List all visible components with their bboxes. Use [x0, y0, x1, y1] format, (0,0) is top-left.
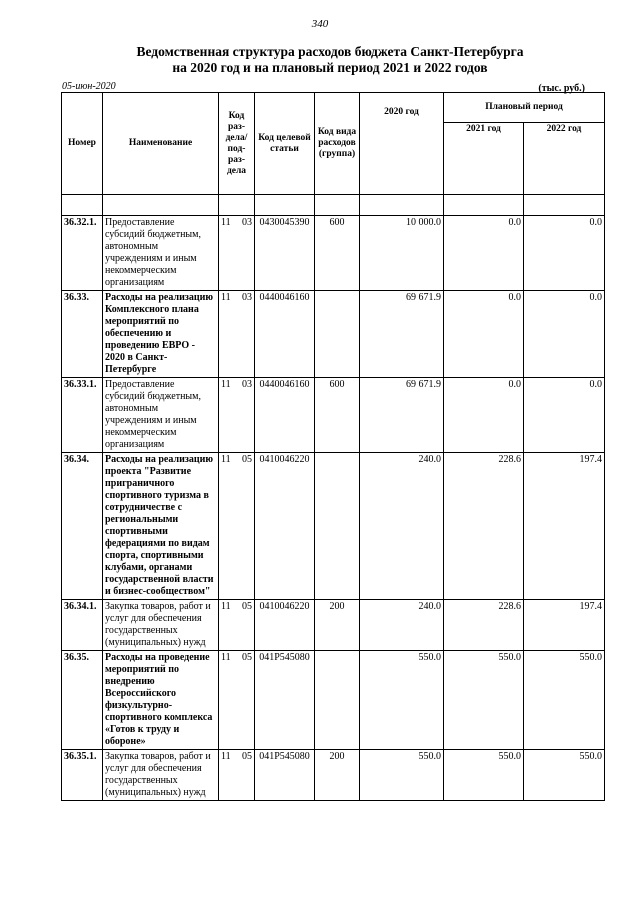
row-expense-type	[315, 291, 360, 378]
header-planned-period: Плановый период	[444, 93, 605, 123]
spacer-row	[62, 195, 605, 216]
row-amount-2020: 240.0	[360, 453, 444, 600]
row-target-code: 0410046220	[255, 600, 315, 651]
table-row	[62, 216, 605, 291]
page-title	[40, 44, 620, 76]
row-expense-type: 600	[315, 216, 360, 291]
row-name: Предоставление субсидий бюджетным, автономным учреждениям и иным некоммерческим организациям	[103, 378, 219, 453]
table-row	[62, 378, 605, 453]
row-number: 36.33.1.	[62, 378, 103, 453]
table-row	[62, 750, 605, 801]
row-number: 36.32.1.	[62, 216, 103, 291]
row-amount-2021: 228.6	[444, 453, 524, 600]
row-subsection: 05	[237, 651, 255, 750]
row-amount-2022: 197.4	[524, 453, 605, 600]
table-row	[62, 600, 605, 651]
header-target-code: Код целевой статьи	[255, 93, 315, 195]
header-year-2020: 2020 год	[360, 93, 444, 195]
row-amount-2022: 0.0	[524, 291, 605, 378]
row-number: 36.33.	[62, 291, 103, 378]
row-subsection: 05	[237, 453, 255, 600]
row-expense-type: 600	[315, 378, 360, 453]
row-target-code: 041P545080	[255, 750, 315, 801]
units-label: (тыс. руб.)	[538, 83, 585, 94]
row-amount-2022: 0.0	[524, 216, 605, 291]
row-target-code: 041P545080	[255, 651, 315, 750]
row-number: 36.34.1.	[62, 600, 103, 651]
row-section: 11	[219, 651, 237, 750]
row-subsection: 05	[237, 600, 255, 651]
row-target-code: 0440046160	[255, 378, 315, 453]
table-row	[62, 291, 605, 378]
row-amount-2020: 550.0	[360, 750, 444, 801]
row-name: Расходы на проведение мероприятий по внедрению Всероссийского физкультурно-спортивного комплекса «Готов к труду и обороне»	[103, 651, 219, 750]
row-name: Расходы на реализацию проекта "Развитие приграничного спортивного туризма в сотрудничестве с региональными спортивными федерациями по видам спорта, спортивными клубами, органами государственной власти и бизнес-сообществом"	[103, 453, 219, 600]
row-amount-2022: 550.0	[524, 651, 605, 750]
row-target-code: 0430045390	[255, 216, 315, 291]
row-subsection: 03	[237, 216, 255, 291]
row-amount-2021: 0.0	[444, 378, 524, 453]
row-amount-2021: 550.0	[444, 750, 524, 801]
row-amount-2020: 69 671.9	[360, 291, 444, 378]
row-amount-2020: 240.0	[360, 600, 444, 651]
row-amount-2021: 228.6	[444, 600, 524, 651]
header-expense-type-code: Код вида расходов (группа)	[315, 93, 360, 195]
row-section: 11	[219, 750, 237, 801]
row-subsection: 03	[237, 291, 255, 378]
header-name: Наименование	[103, 93, 219, 195]
row-amount-2020: 69 671.9	[360, 378, 444, 453]
row-amount-2022: 197.4	[524, 600, 605, 651]
row-number: 36.35.1.	[62, 750, 103, 801]
row-section: 11	[219, 291, 237, 378]
row-section: 11	[219, 378, 237, 453]
row-section: 11	[219, 216, 237, 291]
row-name: Закупка товаров, работ и услуг для обеспечения государственных (муниципальных) нужд	[103, 750, 219, 801]
row-expense-type: 200	[315, 750, 360, 801]
header-section-code: Код раз-дела/ под-раз-дела	[219, 93, 255, 195]
title-line-2: на 2020 год и на плановый период 2021 и 2022 годов	[172, 60, 488, 75]
header-year-2022: 2022 год	[524, 123, 605, 195]
header-number: Номер	[62, 93, 103, 195]
row-amount-2022: 550.0	[524, 750, 605, 801]
document-date: 05-июн-2020	[62, 81, 116, 92]
row-target-code: 0440046160	[255, 291, 315, 378]
row-number: 36.34.	[62, 453, 103, 600]
table-row	[62, 453, 605, 600]
row-number: 36.35.	[62, 651, 103, 750]
title-line-1: Ведомственная структура расходов бюджета Санкт-Петербурга	[136, 44, 524, 59]
row-target-code: 0410046220	[255, 453, 315, 600]
row-amount-2020: 10 000.0	[360, 216, 444, 291]
row-expense-type	[315, 651, 360, 750]
row-amount-2021: 550.0	[444, 651, 524, 750]
row-section: 11	[219, 600, 237, 651]
row-subsection: 05	[237, 750, 255, 801]
row-section: 11	[219, 453, 237, 600]
row-amount-2021: 0.0	[444, 291, 524, 378]
row-name: Закупка товаров, работ и услуг для обеспечения государственных (муниципальных) нужд	[103, 600, 219, 651]
row-subsection: 03	[237, 378, 255, 453]
row-expense-type: 200	[315, 600, 360, 651]
row-amount-2022: 0.0	[524, 378, 605, 453]
row-expense-type	[315, 453, 360, 600]
row-name: Предоставление субсидий бюджетным, автономным учреждениям и иным некоммерческим организациям	[103, 216, 219, 291]
page-number: 340	[311, 18, 329, 30]
row-amount-2021: 0.0	[444, 216, 524, 291]
row-name: Расходы на реализацию Комплексного плана мероприятий по обеспечению и проведению ЕВРО - 2020 в Санкт-Петербурге	[103, 291, 219, 378]
budget-table	[61, 92, 605, 801]
header-year-2021: 2021 год	[444, 123, 524, 195]
table-row	[62, 651, 605, 750]
row-amount-2020: 550.0	[360, 651, 444, 750]
